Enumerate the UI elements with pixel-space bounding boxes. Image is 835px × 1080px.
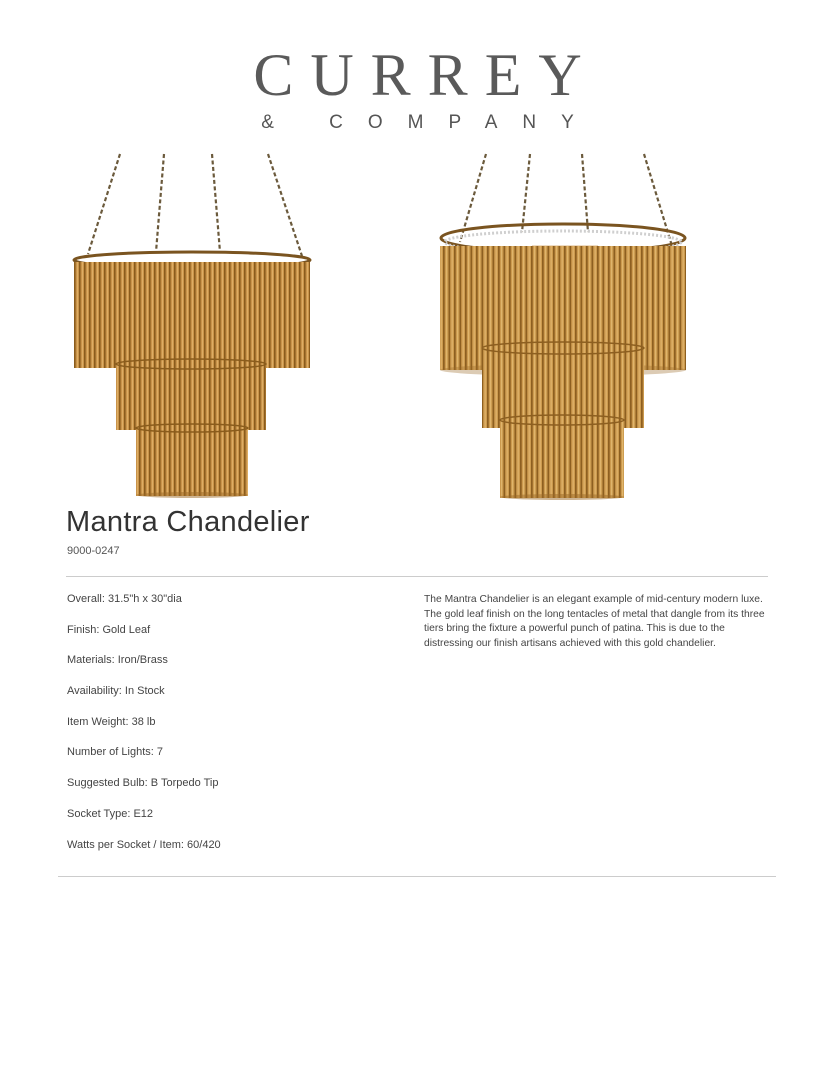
spec-socket-type	[67, 807, 387, 838]
spec-label: Item Weight:	[67, 715, 129, 728]
spec-value: 7	[156, 746, 164, 759]
divider-bottom	[58, 876, 776, 877]
chandelier-tier-middle	[116, 362, 266, 430]
spec-value: 60/420	[187, 838, 221, 851]
chandelier-tier-top	[74, 262, 310, 368]
product-sku: 9000-0247	[67, 545, 120, 557]
spec-label: Materials:	[67, 654, 115, 667]
product-description: The Mantra Chandelier is an elegant example of mid-century modern luxe. The gold leaf finish on the long tentacles of metal that dangle from its three tiers bring the fixture a powerful punch of patina. This is due to the distressing our finish artisans achieved with this gold chandelier.	[424, 594, 765, 649]
spec-value: Iron/Brass	[117, 654, 168, 667]
chain-group	[88, 154, 302, 256]
spec-value: B Torpedo Tip	[150, 777, 219, 790]
spec-availability	[67, 684, 387, 715]
spec-finish	[67, 623, 387, 654]
brand-name: CURREY	[253, 42, 599, 108]
spec-materials	[67, 653, 387, 684]
product-title: Mantra Chandelier	[66, 506, 310, 538]
spec-label: Overall:	[67, 593, 105, 605]
spec-value: Gold Leaf	[102, 623, 151, 636]
spec-label: Suggested Bulb:	[67, 777, 148, 790]
spec-label: Socket Type:	[67, 807, 131, 820]
spec-label: Number of Lights:	[67, 746, 154, 759]
spec-label: Availability:	[67, 685, 122, 698]
spec-label: Watts per Socket / Item:	[67, 838, 184, 851]
chandelier-tier-bottom	[136, 426, 248, 496]
chandelier-tier-bottom	[500, 418, 624, 498]
product-image-angle	[432, 150, 694, 502]
spec-number-of-lights	[67, 745, 387, 776]
brand-subtitle: & COMPANY	[261, 112, 599, 133]
spec-value: E12	[133, 807, 154, 820]
spec-watts	[67, 838, 387, 869]
spec-value: 31.5"h x 30"dia	[107, 593, 182, 605]
spec-suggested-bulb	[67, 776, 387, 807]
spec-value: In Stock	[124, 685, 165, 698]
spec-value: 38 lb	[131, 715, 156, 728]
product-image-front	[64, 150, 320, 502]
brand-logo	[0, 44, 835, 134]
spec-overall	[67, 592, 387, 623]
spec-label: Finish:	[67, 623, 100, 636]
divider-top	[66, 576, 768, 577]
spec-list	[67, 592, 387, 868]
spec-item-weight	[67, 715, 387, 746]
